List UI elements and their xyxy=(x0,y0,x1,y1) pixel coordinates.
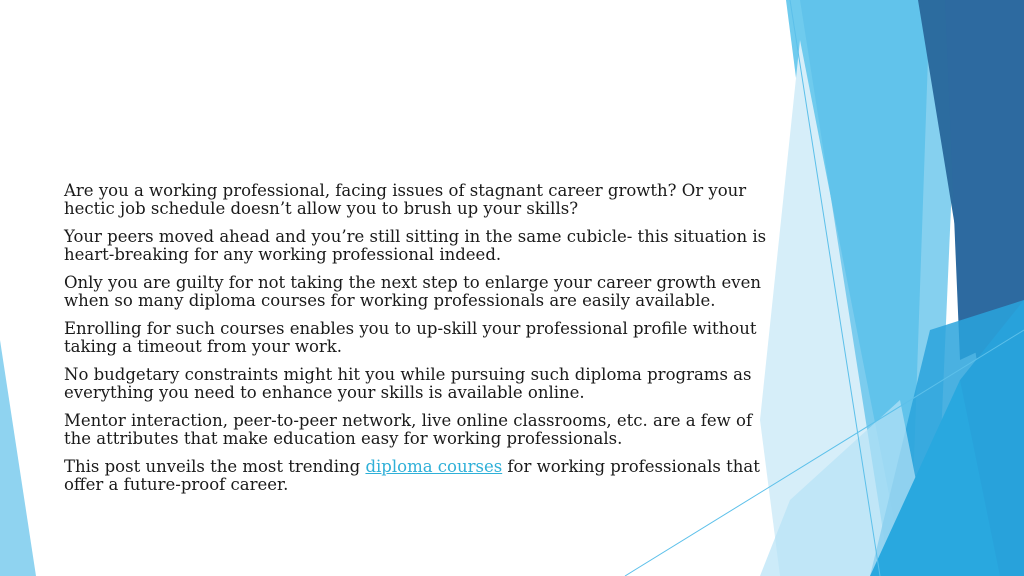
paragraph-1: Are you a working professional, facing issues of stagnant career growth? Or your hectic job schedule doesn’t allow you to brush up your skills? xyxy=(64,181,747,218)
left-edge-shape xyxy=(0,340,36,576)
paragraph-7 xyxy=(64,458,780,494)
paragraph-2: Your peers moved ahead and you’re still sitting in the same cubicle- this situation is heart-breaking for any working professional indeed. xyxy=(64,227,767,264)
diploma-courses-link[interactable]: diploma courses xyxy=(365,457,503,476)
paragraph-4: Enrolling for such courses enables you to up-skill your professional profile without taking a timeout from your work. xyxy=(64,319,757,356)
paragraph-5: No budgetary constraints might hit you while pursuing such diploma programs as everything you need to enhance your skills is available online. xyxy=(64,365,752,402)
paragraph-6: Mentor interaction, peer-to-peer network, live online classrooms, etc. are a few of the attributes that make education easy for working professionals. xyxy=(64,411,753,448)
paragraph-7-before: This post unveils the most trending xyxy=(64,457,366,476)
paragraph-7-after: for working professionals that offer a future-proof career. xyxy=(64,457,760,494)
paragraph-3: Only you are guilty for not taking the next step to enlarge your career growth even when so many diploma courses for working professionals are easily available. xyxy=(64,273,761,310)
slide-body-text xyxy=(64,182,780,504)
